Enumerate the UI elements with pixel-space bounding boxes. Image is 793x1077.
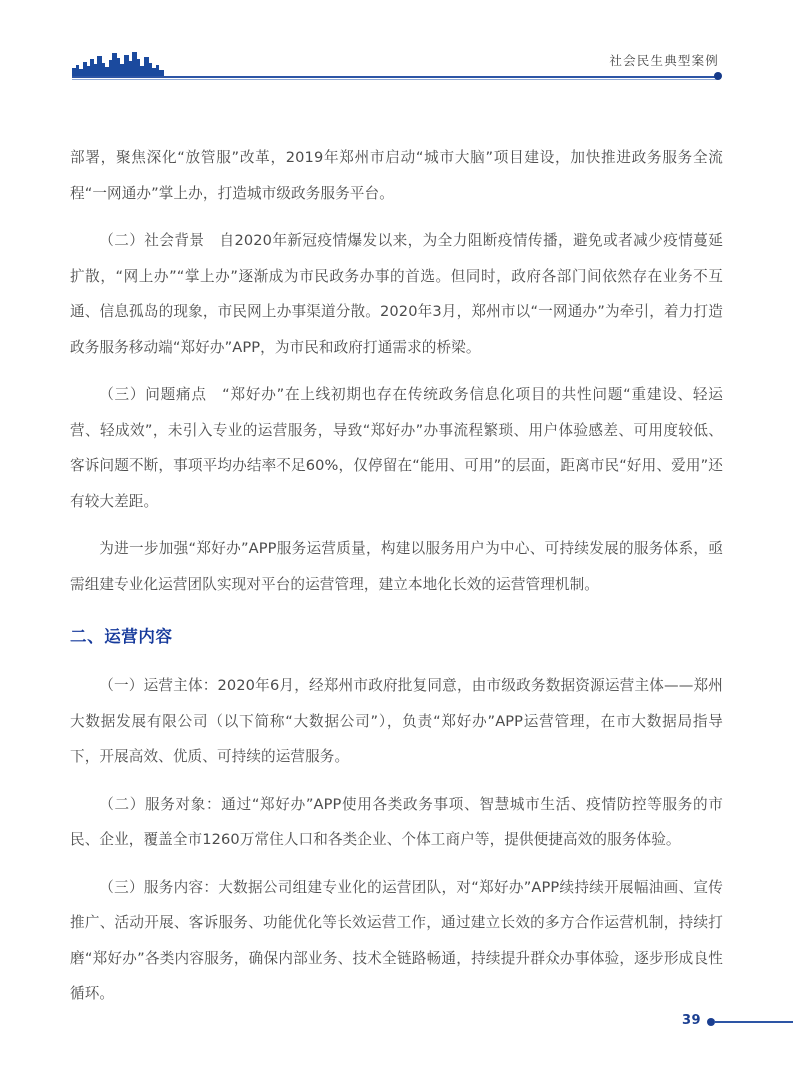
paragraph-service-content: （三）服务内容：大数据公司组建专业化的运营团队，对“郑好办”APP续持续开展幅油画、宣传推广、活动开展、客诉服务、功能优化等长效运营工作，通过建立长效的多方合作运营机制，持续打磨“郑好办”各类内容服务，确保内部业务、技术全链路畅通，持续提升群众办事体验，逐步形成良性循环。 bbox=[70, 878, 723, 1002]
section-heading-block bbox=[70, 620, 723, 654]
header-rule-secondary bbox=[72, 79, 718, 80]
page-footer bbox=[0, 1011, 793, 1041]
paragraph-service-target: （二）服务对象：通过“郑好办”APP使用各类政务事项、智慧城市生活、疫情防控等服务的市民、企业，覆盖全市1260万常住人口和各类企业、个体工商户等，提供便捷高效的服务体验。 bbox=[70, 795, 723, 848]
footer-rule bbox=[714, 1021, 793, 1023]
header-rule bbox=[72, 76, 718, 78]
page-header bbox=[0, 44, 793, 90]
document-body bbox=[70, 140, 723, 1024]
paragraph-operating-entity: （一）运营主体：2020年6月，经郑州市政府批复同意，由市级政务数据资源运营主体——郑州大数据发展有限公司（以下简称“大数据公司”），负责“郑好办”APP运营管理，在市大数据局指导下，开展高效、优质、可持续的运营服务。 bbox=[70, 677, 723, 765]
paragraph-pain-points: （三）问题痛点 “郑好办”在上线初期也存在传统政务信息化项目的共性问题“重建设、轻运营、轻成效”，未引入专业的运营服务，导致“郑好办”办事流程繁琐、用户体验感差、可用度较低、客诉问题不断，事项平均办结率不足60%，仅停留在“能用、可用”的层面，距离市民“好用、爱用”还有较大差距。 bbox=[70, 386, 723, 510]
header-end-dot bbox=[714, 72, 722, 80]
section-heading-operation-content: 二、运营内容 bbox=[70, 627, 173, 646]
paragraph-purpose: 为进一步加强“郑好办”APP服务运营质量，构建以服务用户为中心、可持续发展的服务体系，亟需组建专业化运营团队实现对平台的运营管理，建立本地化长效的运营管理机制。 bbox=[70, 540, 723, 593]
city-skyline-icon bbox=[72, 50, 164, 76]
page-number: 39 bbox=[682, 1013, 702, 1028]
paragraph-social-background: （二）社会背景 自2020年新冠疫情爆发以来，为全力阻断疫情传播，避免或者减少疫情蔓延扩散，“网上办”“掌上办”逐渐成为市民政务办事的首选。但同时，政府各部门间依然存在业务不互通、信息孤岛的现象，市民网上办事渠道分散。2020年3月，郑州市以“一网通办”为牵引，着力打造政务服务移动端“郑好办”APP，为市民和政府打通需求的桥梁。 bbox=[70, 232, 723, 356]
paragraph-background-continued: 部署，聚焦深化“放管服”改革，2019年郑州市启动“城市大脑”项目建设，加快推进政务服务全流程“一网通办”掌上办，打造城市级政务服务平台。 bbox=[70, 149, 723, 202]
header-title: 社会民生典型案例 bbox=[609, 53, 719, 68]
